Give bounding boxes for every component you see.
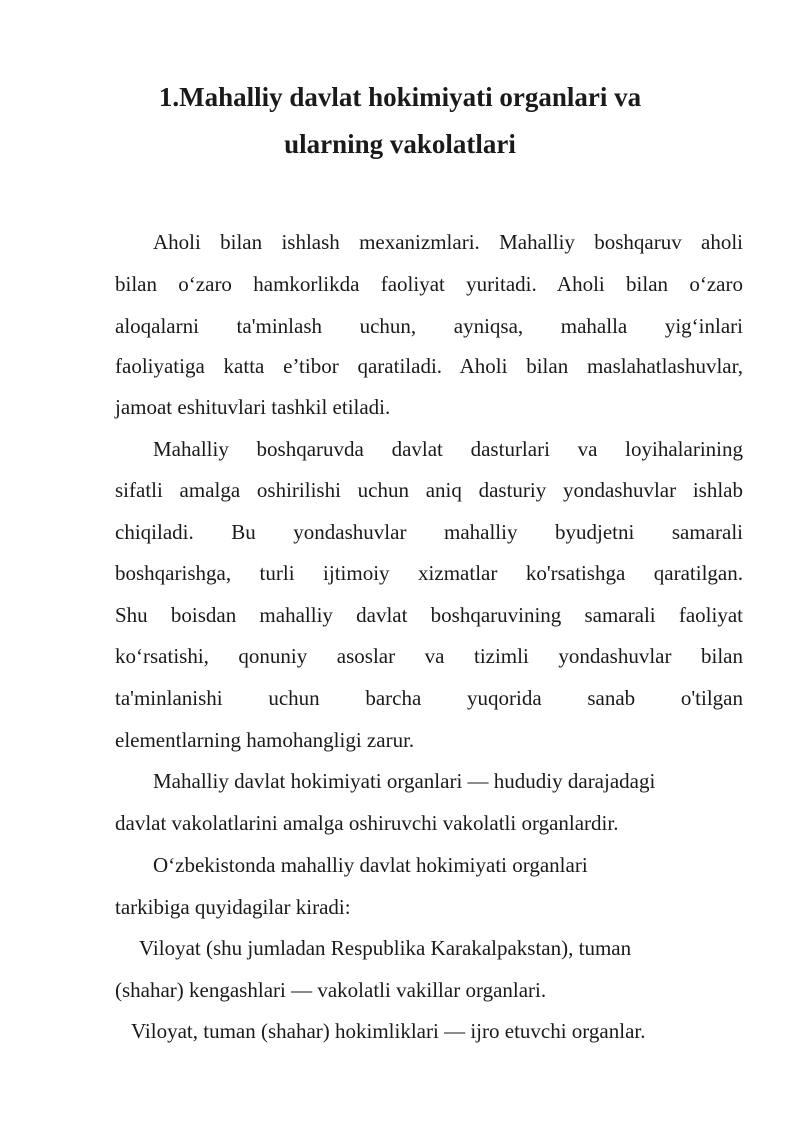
document-title-line-1: 1.Mahalliy davlat hokimiyati organlari va (158, 82, 642, 112)
paragraph-line: boshqarishga, turli ijtimoiy xizmatlar ko'rsatishga qaratilgan. (115, 561, 743, 585)
paragraph-line: ko‘rsatishi, qonuniy asoslar va tizimli yondashuvlar bilan (115, 644, 743, 668)
paragraph-line: Aholi bilan ishlash mexanizmlari. Mahalliy boshqaruv aholi (153, 230, 743, 254)
paragraph-line: aloqalarni ta'minlash uchun, ayniqsa, mahalla yig‘inlari (115, 314, 743, 338)
paragraph-line: faoliyatiga katta e’tibor qaratiladi. Aholi bilan maslahatlashuvlar, (115, 354, 743, 378)
paragraph-line: O‘zbekistonda mahalliy davlat hokimiyati organlari (153, 853, 588, 877)
paragraph-line: davlat vakolatlarini amalga oshiruvchi vakolatli organlardir. (115, 811, 619, 835)
paragraph-line: Mahalliy davlat hokimiyati organlari — hududiy darajadagi (153, 769, 656, 793)
paragraph-line: tarkibiga quyidagilar kiradi: (115, 895, 351, 919)
paragraph-line: Shu boisdan mahalliy davlat boshqaruvining samarali faoliyat (115, 603, 743, 627)
list-item-line: Viloyat, tuman (shahar) hokimliklari — ijro etuvchi organlar. (131, 1019, 646, 1043)
list-item-line: Viloyat (shu jumladan Respublika Karakalpakstan), tuman (139, 936, 632, 960)
paragraph-line: Mahalliy boshqaruvda davlat dasturlari va loyihalarining (153, 437, 743, 461)
paragraph-line: elementlarning hamohangligi zarur. (115, 728, 415, 752)
paragraph-line: bilan o‘zaro hamkorlikda faoliyat yuritadi. Aholi bilan o‘zaro (115, 272, 743, 296)
paragraph-line: sifatli amalga oshirilishi uchun aniq dasturiy yondashuvlar ishlab (115, 478, 743, 502)
document-title-line-2: ularning vakolatlari (284, 129, 516, 159)
paragraph-line: jamoat eshituvlari tashkil etiladi. (115, 395, 391, 419)
paragraph-line: ta'minlanishi uchun barcha yuqorida sanab o'tilgan (115, 686, 743, 710)
list-item-line: (shahar) kengashlari — vakolatli vakillar organlari. (115, 978, 547, 1002)
paragraph-line: chiqiladi. Bu yondashuvlar mahalliy byudjetni samarali (115, 520, 743, 544)
